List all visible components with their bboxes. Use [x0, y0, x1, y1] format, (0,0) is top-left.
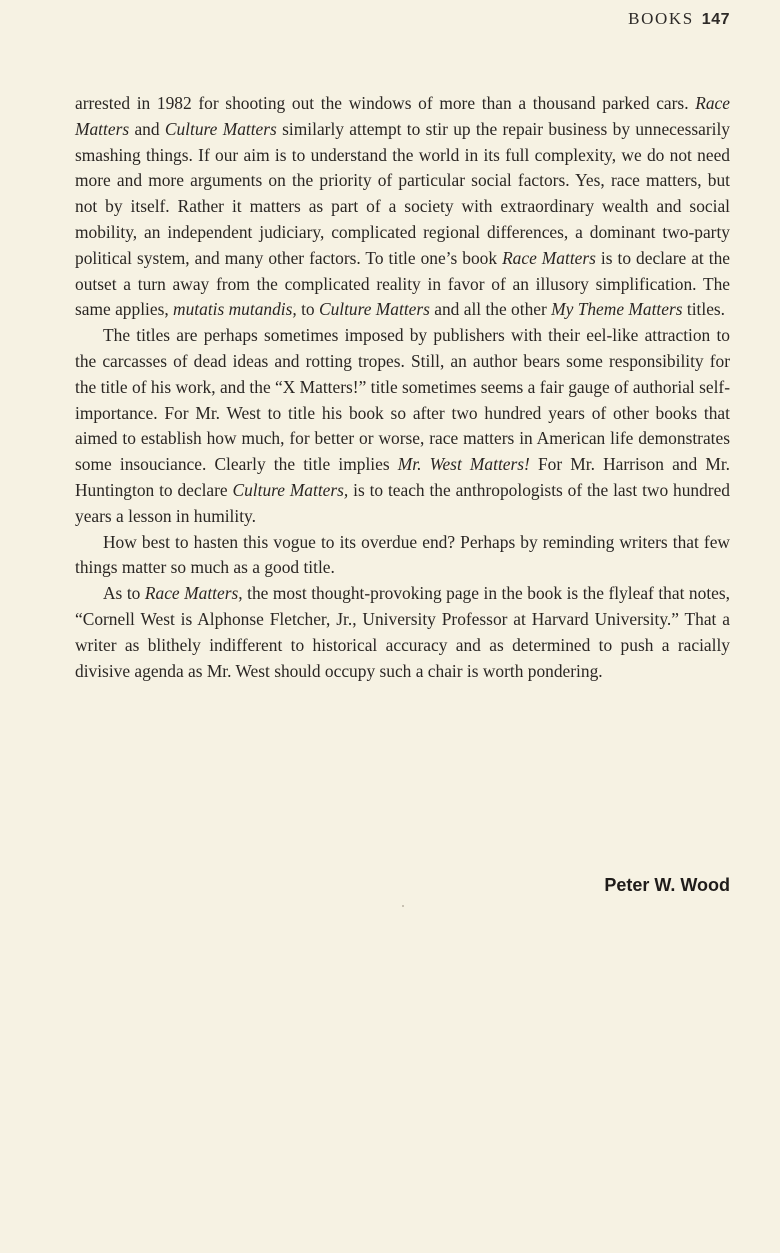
text-run: is to teach the anthropologists of the last two hundred years a lesson in humility. [75, 479, 730, 526]
italic-title: mutatis mutandis, [173, 299, 297, 320]
paragraph-3 [75, 530, 730, 582]
author-signature: Peter W. Wood [604, 875, 730, 895]
text-run: the most thought-provoking page in the book is the flyleaf that notes, “Cornell West is Alphonse Fletcher, Jr., University Professor at Harvard University.” That a writer as blithely indifferent to historical accuracy and as determined to push a racially divisive agenda as Mr. West should occupy such a chair is worth pondering. [75, 583, 730, 681]
article-body [75, 91, 730, 684]
text-run: As to [103, 583, 145, 604]
paper-speck [402, 905, 404, 907]
running-head [628, 9, 730, 29]
italic-title: Mr. West Matters! [397, 454, 530, 475]
text-run: to [296, 299, 319, 320]
italic-title: Race Matters [75, 93, 730, 139]
text-run: is to declare at the outset a turn away from the complicated reality in favor of an illusory simplification. The same applies, [75, 247, 731, 320]
italic-title: Culture Matters [164, 118, 277, 139]
text-run: and all the other [429, 299, 552, 320]
italic-title: Culture Matters [318, 299, 430, 320]
italic-title: My Theme Matters [551, 299, 683, 320]
text-run: How best to hasten this vogue to its overdue end? Perhaps by reminding writers that few things matter so much as a good title. [75, 531, 730, 578]
text-run: The titles are perhaps sometimes imposed by publishers with their eel-like attraction to the carcasses of dead ideas and rotting tropes. Still, an author bears some responsibility for the title of his work, and the “X Matters!” title sometimes seems a fair gauge of authorial self-importance. For Mr. West to title his book so after two hundred years of other books that aimed to establish how much, for better or worse, race matters in American life demonstrates some insouciance. Clearly the title implies [75, 325, 730, 475]
text-run: titles. [682, 299, 726, 320]
text-run: and [129, 118, 165, 139]
italic-title: Race Matters [502, 247, 596, 268]
paragraph-4 [75, 581, 730, 684]
text-run: arrested in 1982 for shooting out the windows of more than a thousand parked cars. [75, 93, 696, 113]
text-run: similarly attempt to stir up the repair business by unnecessarily smashing things. If our aim is to understand the world in its full complexity, we do not need more and more arguments on the priority of particular social factors. Yes, race matters, but not by itself. Rather it matters as part of a society with extraordinary wealth and social mobility, an independent judiciary, complicated regional differences, a dominant two-party political system, and many other factors. To title one’s book [75, 118, 731, 268]
italic-title: Culture Matters, [232, 479, 349, 500]
text-run: For Mr. Harrison and Mr. Huntington to declare [75, 454, 730, 500]
paragraph-1 [75, 91, 730, 323]
italic-title: Race Matters, [144, 583, 243, 604]
running-head-section: BOOKS [628, 9, 694, 28]
page-number: 147 [701, 11, 730, 28]
paragraph-2 [75, 323, 730, 529]
